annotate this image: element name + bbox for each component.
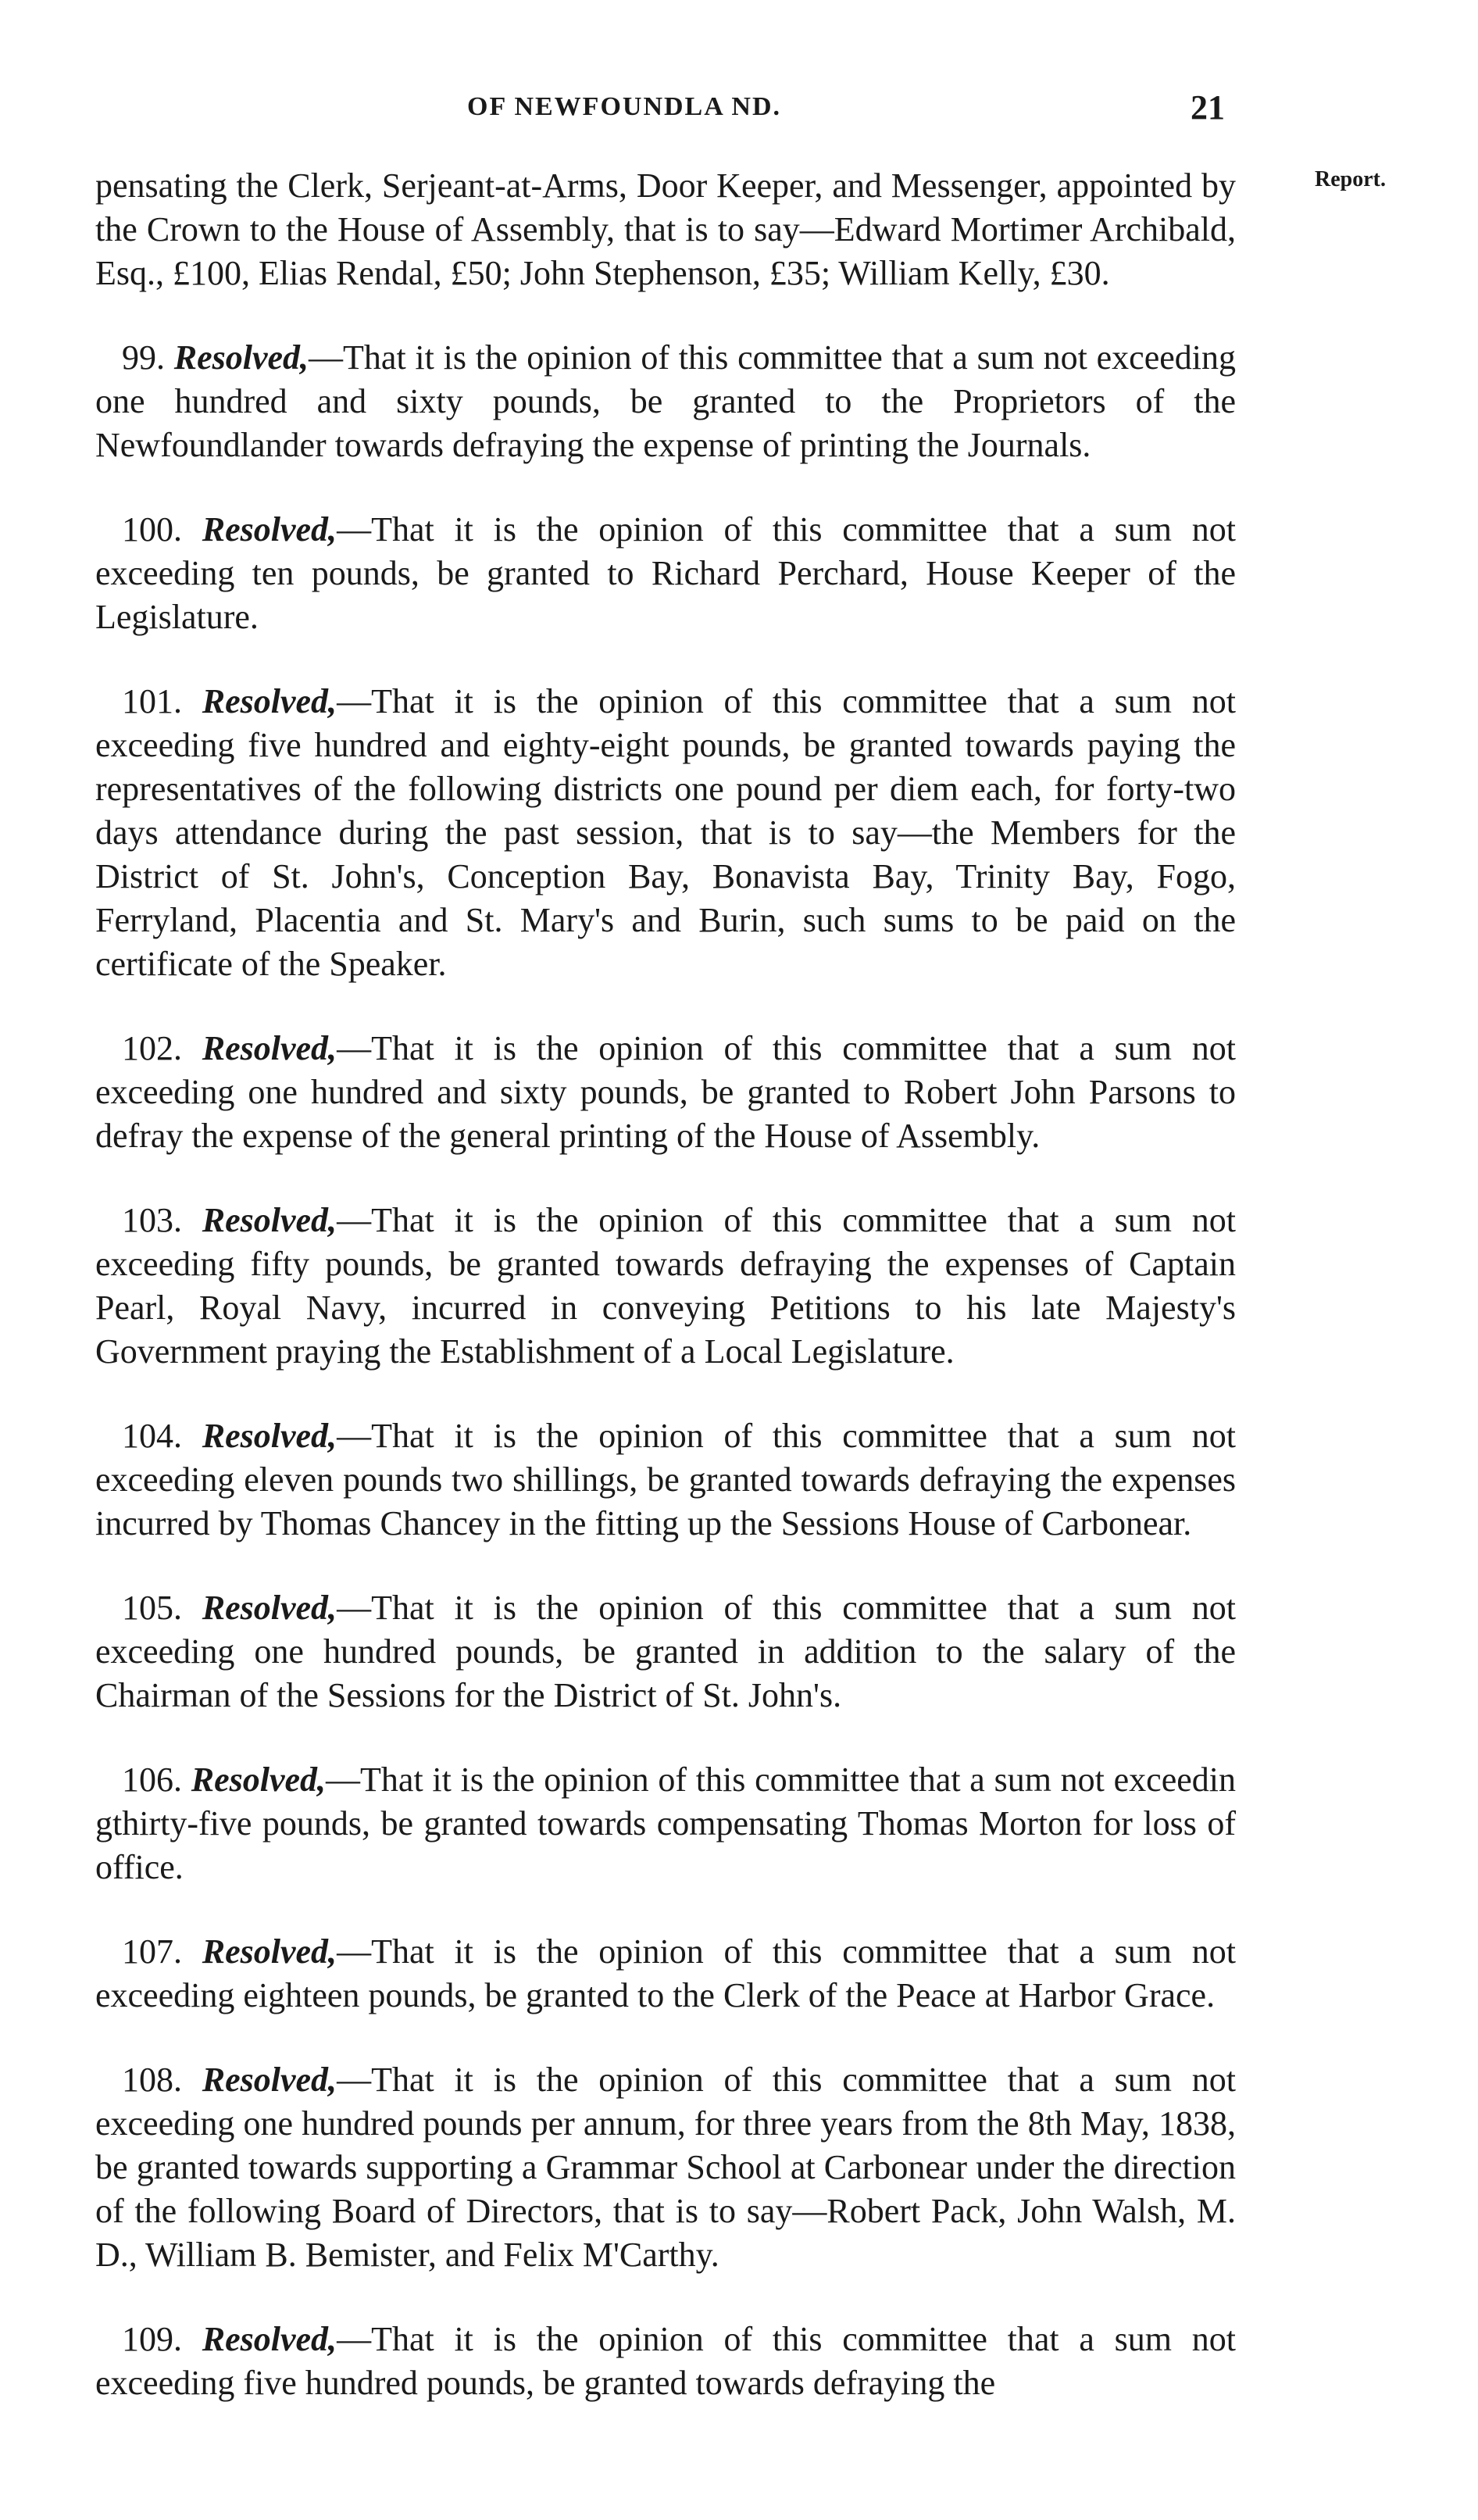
resolution-text: —That it is the opinion of this committee that a sum not exceeding one hundred and sixty pounds, be granted to the Proprietors of the Newfoundlander towards defraying the expense of printing the Journals. bbox=[95, 338, 1236, 464]
resolution-text: —That it is the opinion of this committee that a sum not exceeding one hundred pounds, be granted in addition to the salary of the Chairman of the Sessions for the District of St. John's. bbox=[95, 1589, 1237, 1714]
resolved-label: Resolved, bbox=[173, 338, 309, 377]
resolution-107 bbox=[95, 1930, 1236, 2018]
resolved-label: Resolved, bbox=[202, 682, 337, 720]
resolution-109 bbox=[95, 2318, 1236, 2405]
resolution-number: 101. bbox=[122, 682, 182, 720]
resolution-number: 107. bbox=[122, 1932, 182, 1971]
resolution-number: 100. bbox=[122, 510, 182, 549]
resolution-number: 103. bbox=[122, 1201, 182, 1239]
resolved-label: Resolved, bbox=[191, 1760, 327, 1799]
resolution-text: —That it is the opinion of this committee that a sum not exceeding ten pounds, be granted to Richard Perchard, House Keeper of the Legislature. bbox=[95, 510, 1237, 636]
resolution-100 bbox=[95, 508, 1236, 639]
resolution-number: 106. bbox=[122, 1760, 182, 1799]
resolution-text: —That it is the opinion of this committee that a sum not exceedin gthirty-five pounds, be granted towards compensating Thomas Morton for loss of office. bbox=[95, 1760, 1236, 1886]
resolution-text: —That it is the opinion of this committee that a sum not exceeding eighteen pounds, be granted to the Clerk of the Peace at Harbor Grace. bbox=[95, 1932, 1237, 2014]
body-text bbox=[95, 164, 1236, 2446]
resolution-99 bbox=[95, 336, 1236, 467]
resolution-number: 99. bbox=[122, 338, 165, 377]
resolution-number: 102. bbox=[122, 1029, 182, 1067]
resolved-label: Resolved, bbox=[202, 1589, 337, 1627]
resolved-label: Resolved, bbox=[202, 2320, 337, 2358]
resolution-102 bbox=[95, 1027, 1236, 1158]
resolution-text: —That it is the opinion of this committee that a sum not exceeding five hundred pounds, be granted towards defraying the bbox=[95, 2320, 1237, 2402]
resolution-text: —That it is the opinion of this committee that a sum not exceeding five hundred and eighty-eight pounds, be granted towards paying the representatives of the following districts one pound per diem each, for forty-two days attendance during the past session, that is to say—the Members for the District of St. John's, Conception Bay, Bonavista Bay, Trinity Bay, Fogo, Ferryland, Placentia and St. Mary's and Burin, such sums to be paid on the certificate of the Speaker. bbox=[95, 682, 1237, 983]
resolved-label: Resolved, bbox=[202, 1201, 337, 1239]
resolution-text: —That it is the opinion of this committee that a sum not exceeding one hundred pounds per annum, for three years from the 8th May, 1838, be granted towards supporting a Grammar School at Carbonear under the direction of the following Board of Directors, that is to say—Robert Pack, John Walsh, M. D., William B. Bemister, and Felix M'Carthy. bbox=[95, 2061, 1237, 2274]
resolution-104 bbox=[95, 1414, 1236, 1546]
resolution-number: 108. bbox=[122, 2061, 182, 2099]
resolved-label: Resolved, bbox=[202, 2061, 337, 2099]
resolution-number: 104. bbox=[122, 1417, 182, 1455]
page-number: 21 bbox=[1191, 88, 1225, 127]
resolution-number: 109. bbox=[122, 2320, 182, 2358]
resolution-103 bbox=[95, 1199, 1236, 1374]
paragraph-continuation bbox=[95, 164, 1236, 295]
resolution-text: —That it is the opinion of this committee that a sum not exceeding fifty pounds, be granted towards defraying the expenses of Captain Pearl, Royal Navy, incurred in conveying Petitions to his late Majesty's Government praying the Establishment of a Local Legislature. bbox=[95, 1201, 1237, 1371]
resolution-106 bbox=[95, 1758, 1236, 1889]
resolution-text: —That it is the opinion of this committee that a sum not exceeding eleven pounds two shillings, be granted towards defraying the expenses incurred by Thomas Chancey in the fitting up the Sessions House of Carbonear. bbox=[95, 1417, 1237, 1542]
resolved-label: Resolved, bbox=[202, 1932, 337, 1971]
paragraph-text: pensating the Clerk, Serjeant-at-Arms, Door Keeper, and Messenger, appointed by the Crown to the House of Assembly, that is to say—Edward Mortimer Archibald, Esq., £100, Elias Rendal, £50; John Stephenson, £35; William Kelly, £30. bbox=[95, 166, 1236, 292]
resolved-label: Resolved, bbox=[202, 510, 337, 549]
resolution-105 bbox=[95, 1586, 1236, 1718]
resolution-108 bbox=[95, 2058, 1236, 2277]
margin-note: Report. bbox=[1315, 167, 1386, 191]
resolution-number: 105. bbox=[122, 1589, 182, 1627]
running-title: OF NEWFOUNDLA ND. bbox=[467, 92, 782, 121]
resolved-label: Resolved, bbox=[202, 1029, 337, 1067]
resolution-text: —That it is the opinion of this committee that a sum not exceeding one hundred and sixty pounds, be granted to Robert John Parsons to defray the expense of the general printing of the House of Assembly. bbox=[95, 1029, 1237, 1155]
resolved-label: Resolved, bbox=[202, 1417, 337, 1455]
resolution-101 bbox=[95, 680, 1236, 986]
